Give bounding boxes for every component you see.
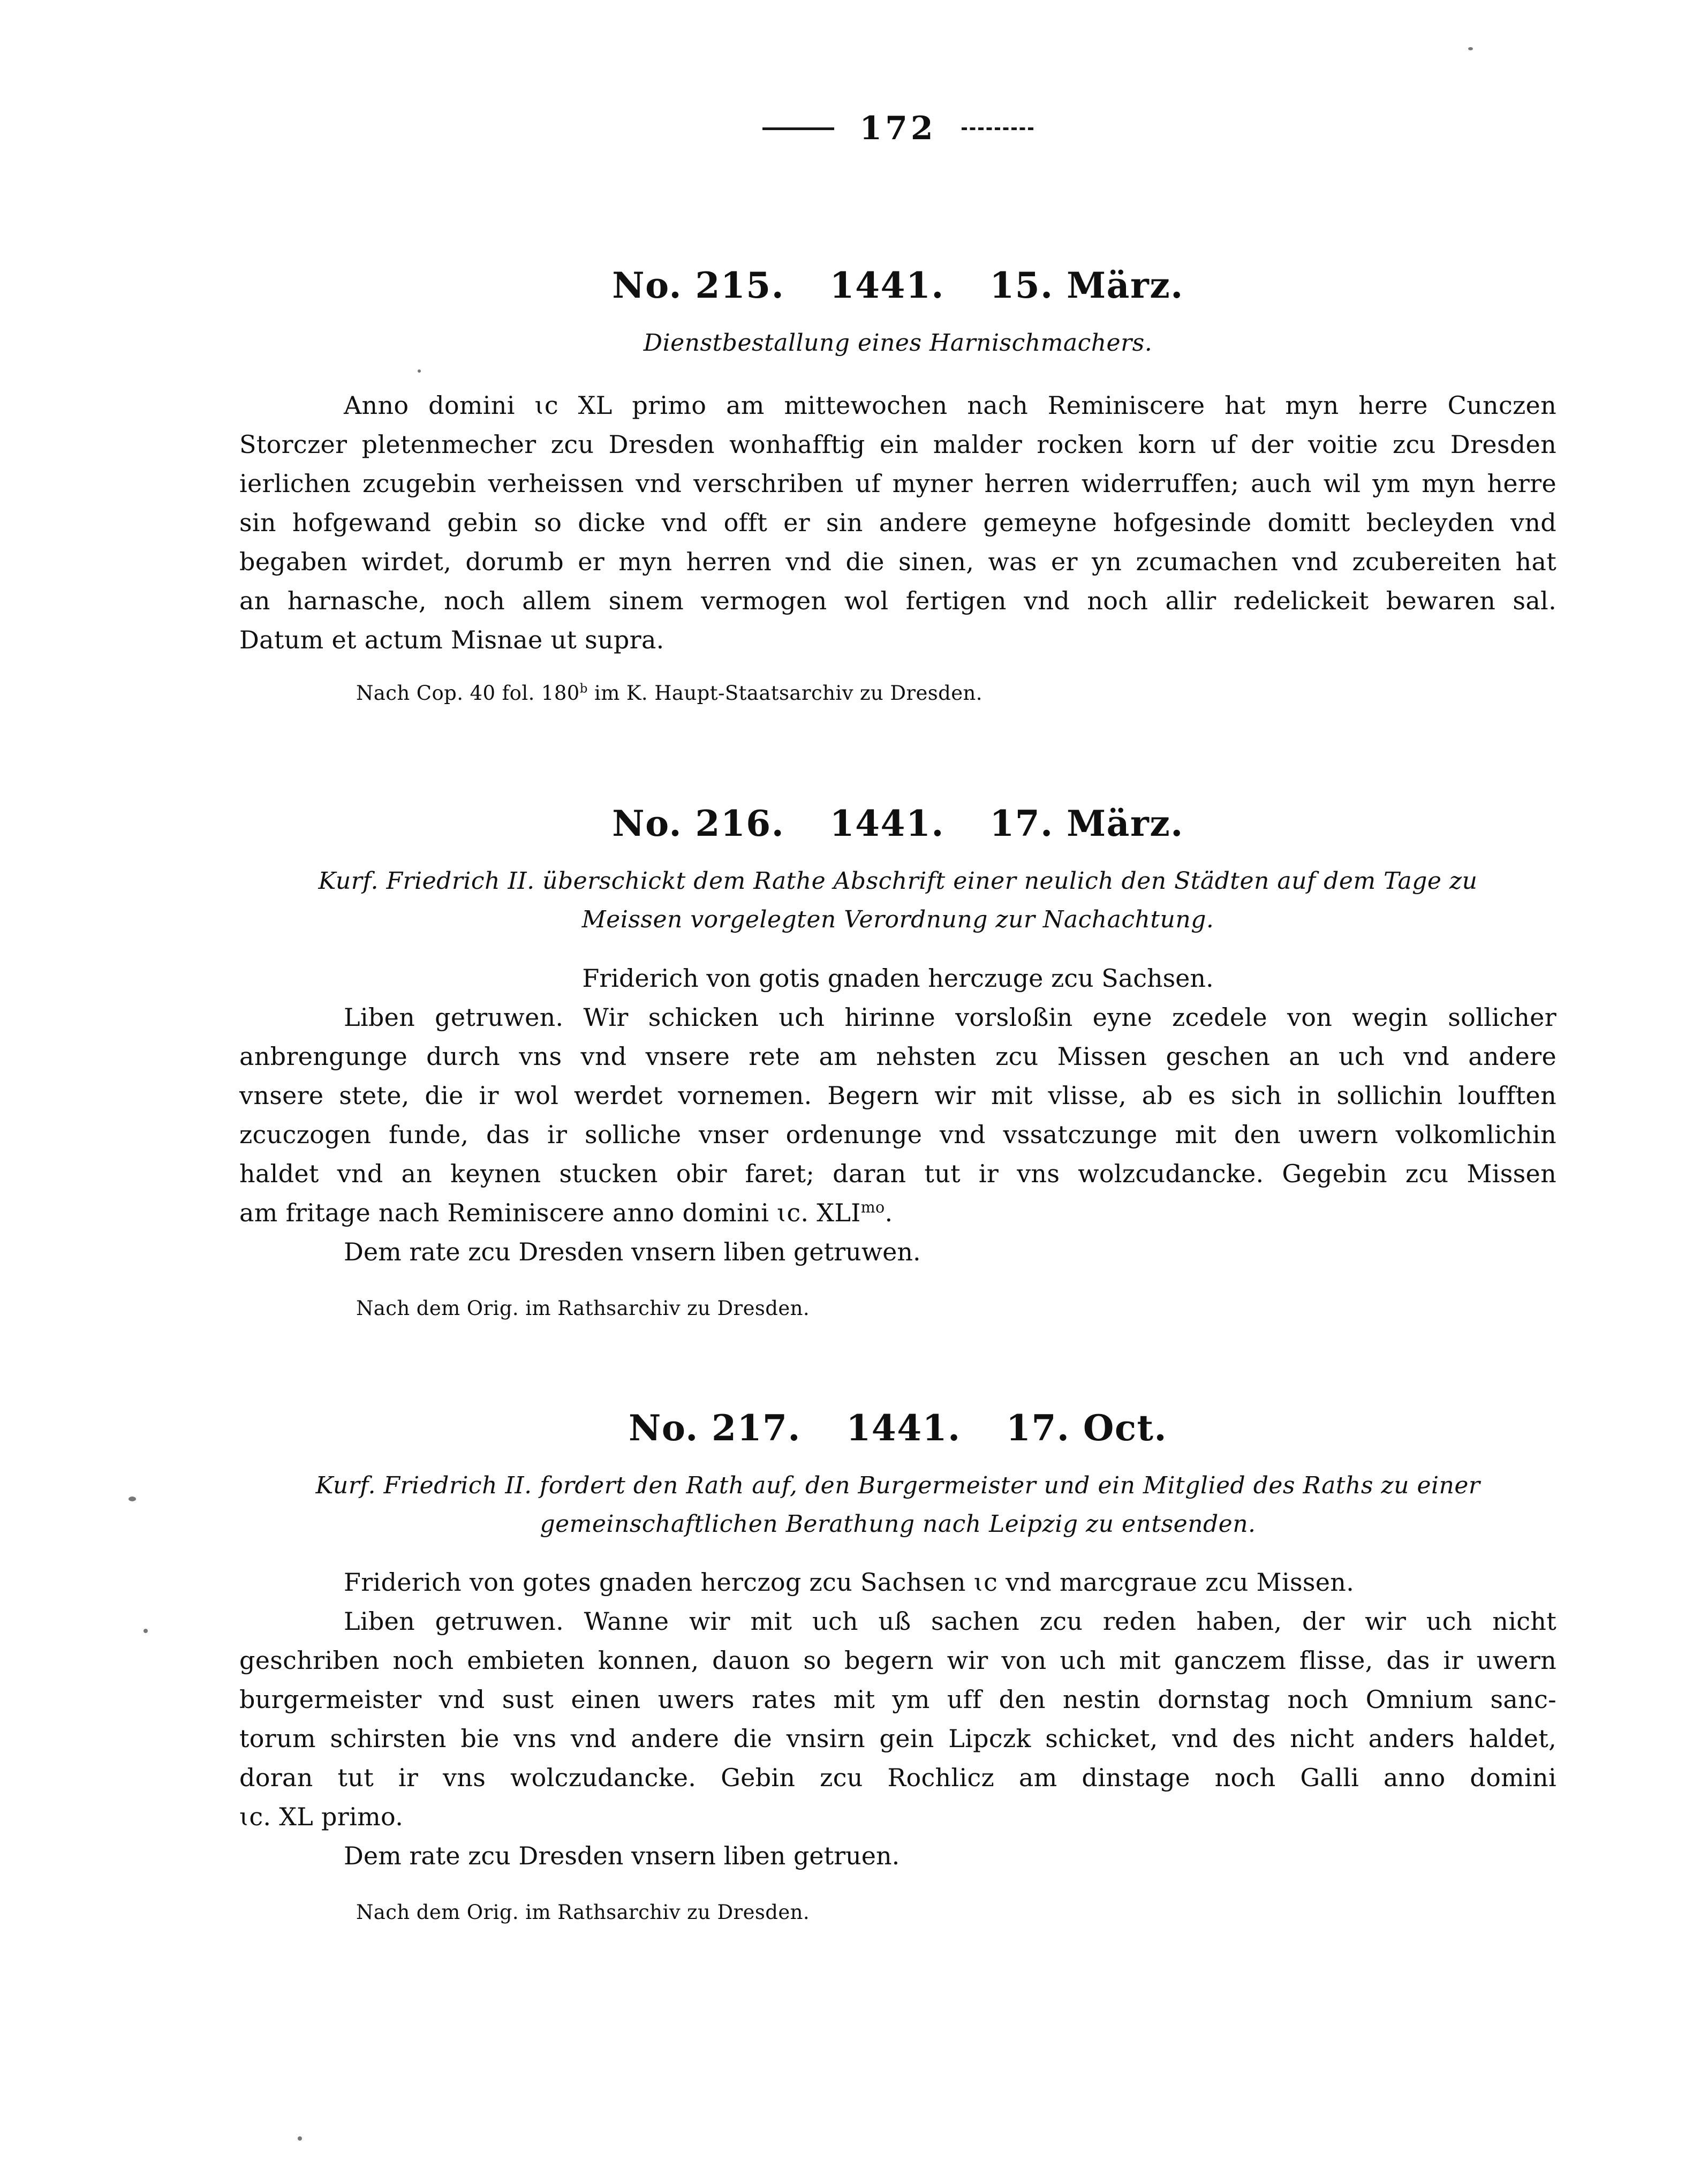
record-217-salutation: Friderich von gotes gnaden herczog zcu Sachsen ɩc vnd marcgraue zcu Missen. [344, 1568, 1355, 1597]
record-216-address-line: Dem rate zcu Dresden vnsern liben getruwen. [344, 1237, 921, 1266]
body-line: anbrengunge durch vns vnd vnsere rete am nehsten zcu Missen geschen an uch vnd andere [239, 1042, 1556, 1071]
body-dateline [239, 1193, 1556, 1233]
record-217-body [239, 1563, 1556, 1876]
record-215-body [239, 386, 1556, 660]
record-number: No. 216. [612, 803, 785, 844]
record-217 [239, 1403, 1556, 1926]
record-216-source-note: Nach dem Orig. im Rathsarchiv zu Dresden. [356, 1297, 810, 1320]
record-year: 1441. [829, 803, 944, 844]
source-text: Nach Cop. 40 fol. 180 [356, 682, 580, 705]
dateline-text: . [885, 1198, 893, 1227]
record-number: No. 215. [612, 265, 785, 306]
body-line: zcuczogen funde, das ir solliche vnser ordenunge vnd vssatczunge mit den uwern volkomlichin [239, 1120, 1556, 1149]
body-line: doran tut ir vns wolczudancke. Gebin zcu Rochlicz am dinstage noch Galli anno domini [239, 1763, 1556, 1792]
body-line: geschriben noch embieten konnen, dauon so begern wir von uch mit ganczem flisse, das ir uwern [239, 1646, 1556, 1675]
source-superscript: b [579, 682, 588, 696]
record-216-regest [239, 862, 1556, 939]
record-215 [239, 261, 1556, 707]
body-closing-line: ɩc. XL primo. [239, 1802, 404, 1831]
record-date: 17. März. [989, 803, 1184, 844]
record-215-regest: Dienstbestallung eines Harnischmachers. [643, 329, 1153, 357]
record-216-salutation: Friderich von gotis gnaden herczuge zcu Sachsen. [582, 964, 1214, 993]
record-date: 15. März. [989, 265, 1184, 306]
body-line: ierlichen zcugebin verheissen vnd verschriben uf myner herren widerruffen; auch wil ym myn herre [239, 469, 1556, 498]
body-line: begaben wirdet, dorumb er myn herren vnd die sinen, was er yn zcumachen vnd zcubereiten hat [239, 547, 1556, 576]
regest-line: gemeinschaftlichen Berathung nach Leipzig zu entsenden. [540, 1510, 1256, 1538]
record-217-regest [239, 1467, 1556, 1544]
body-line: haldet vnd an keynen stucken obir faret; daran tut ir vns wolzcudancke. Gegebin zcu Missen [239, 1159, 1556, 1188]
body-line: Liben getruwen. Wir schicken uch hirinne vorsloßin eyne zcedele von wegin sollicher [344, 1003, 1556, 1032]
body-closing-line: Datum et actum Misnae ut supra. [239, 625, 664, 654]
body-line: Storczer pletenmecher zcu Dresden wonhafftig ein malder rocken korn uf der voitie zcu Dresden [239, 430, 1556, 459]
record-216 [239, 799, 1556, 1322]
scan-speck [418, 369, 421, 373]
scan-speck [143, 1629, 148, 1633]
body-line: torum schirsten bie vns vnd andere die vnsirn gein Lipczk schicket, vnd des nicht anders haldet, [239, 1724, 1556, 1753]
page-number-rule-left [762, 127, 834, 130]
record-number: No. 217. [629, 1407, 801, 1449]
page-header [239, 0, 1556, 147]
record-217-address-line: Dem rate zcu Dresden vnsern liben getruen. [344, 1841, 900, 1870]
dateline-text: am fritage nach Reminiscere anno domini ɩc. XLI [239, 1198, 861, 1227]
record-217-heading [239, 1403, 1556, 1453]
page-number: 172 [859, 110, 936, 147]
body-line: Liben getruwen. Wanne wir mit uch uß sachen zcu reden haben, der wir uch nicht [344, 1607, 1556, 1636]
body-line: Anno domini ɩc XL primo am mittewochen nach Reminiscere hat myn herre Cunczen [344, 391, 1556, 420]
record-215-heading [239, 261, 1556, 310]
regest-line: Kurf. Friedrich II. fordert den Rath auf, den Burgermeister und ein Mitglied des Raths zu einer [315, 1472, 1480, 1499]
dateline-superscript: mo [860, 1198, 885, 1216]
regest-line: Kurf. Friedrich II. überschickt dem Rathe Abschrift einer neulich den Städten auf dem Tage zu [318, 867, 1478, 895]
body-line: burgermeister vnd sust einen uwers rates mit ym uff den nestin dornstag noch Omnium sanc- [239, 1685, 1556, 1714]
scan-speck [298, 2136, 302, 2141]
regest-line: Meissen vorgelegten Verordnung zur Nachachtung. [581, 906, 1214, 933]
body-line: an harnasche, noch allem sinem vermogen wol fertigen vnd noch allir redelickeit bewaren sal. [239, 586, 1556, 615]
record-217-source-note: Nach dem Orig. im Rathsarchiv zu Dresden. [356, 1901, 810, 1924]
source-text: im K. Haupt-Staatsarchiv zu Dresden. [587, 682, 982, 705]
record-year: 1441. [829, 265, 944, 306]
record-year: 1441. [846, 1407, 961, 1449]
record-date: 17. Oct. [1006, 1407, 1167, 1449]
scan-speck [129, 1497, 136, 1501]
scan-speck [1468, 47, 1473, 50]
record-216-body [239, 998, 1556, 1272]
record-215-source-note [356, 680, 1556, 707]
body-line: sin hofgewand gebin so dicke vnd offt er sin andere gemeyne hofgesinde domitt becleyden vnd [239, 508, 1556, 537]
body-line: vnsere stete, die ir wol werdet vornemen. Begern wir mit vlisse, ab es sich in sollichin loufften [239, 1081, 1556, 1110]
text-column [239, 0, 1556, 1926]
page-number-rule-right [962, 127, 1033, 130]
record-216-heading [239, 799, 1556, 848]
